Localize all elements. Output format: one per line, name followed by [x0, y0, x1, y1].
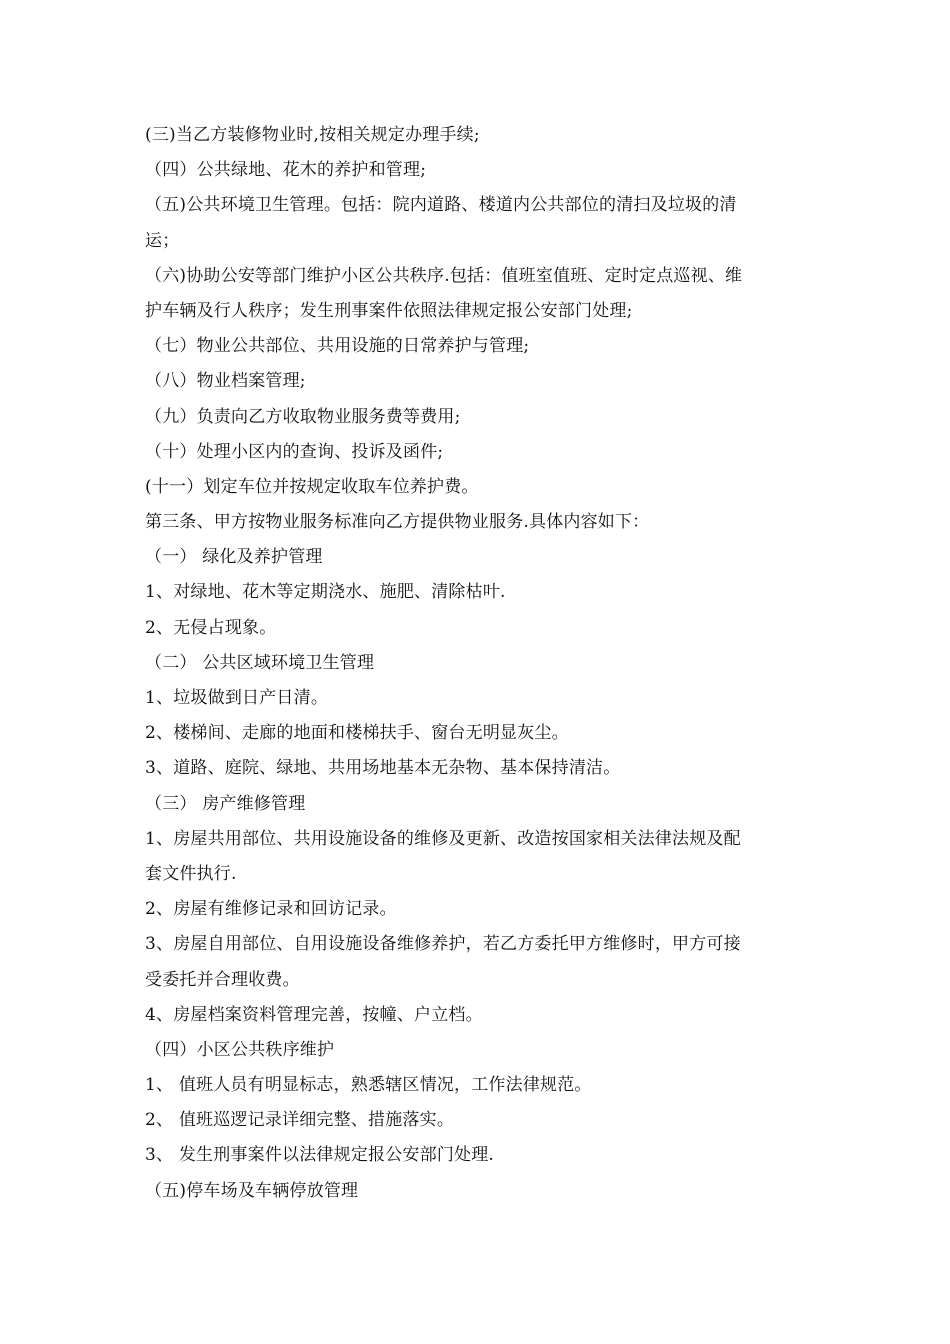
subsection-heading: （四）小区公共秩序维护: [145, 1039, 335, 1060]
paragraph-line: （七）物业公共部位、共用设施的日常养护与管理;: [145, 336, 530, 357]
paragraph-line: （四）公共绿地、花木的养护和管理;: [145, 160, 427, 181]
subsection-heading: （一） 绿化及养护管理: [145, 547, 323, 568]
paragraph-line: （八）物业档案管理;: [145, 371, 306, 392]
list-item: 1、对绿地、花木等定期浇水、施肥、清除枯叶.: [145, 582, 506, 603]
subsection-heading: （二） 公共区域环境卫生管理: [145, 652, 375, 673]
paragraph-line: （十）处理小区内的查询、投诉及函件;: [145, 441, 444, 462]
document-body: [145, 118, 815, 1209]
list-item: 2、楼梯间、走廊的地面和楼梯扶手、窗台无明显灰尘。: [145, 723, 569, 744]
paragraph-line: （五)公共环境卫生管理。包括：院内道路、楼道内公共部位的清扫及垃圾的清: [145, 195, 737, 216]
paragraph-line: 运；: [145, 230, 180, 251]
list-item: 2、无侵占现象。: [145, 617, 277, 638]
subsection-heading: （三） 房产维修管理: [145, 793, 306, 814]
list-item: 1、 值班人员有明显标志，熟悉辖区情况，工作法律规范。: [145, 1075, 592, 1096]
list-item: 受委托并合理收费。: [145, 969, 300, 990]
paragraph-line: 护车辆及行人秩序；发生刑事案件依照法律规定报公安部门处理;: [145, 300, 633, 321]
list-item: 2、 值班巡逻记录详细完整、措施落实。: [145, 1110, 455, 1131]
section-heading: 第三条、甲方按物业服务标准向乙方提供物业服务.具体内容如下：: [145, 512, 650, 533]
list-item: 3、房屋自用部位、自用设施设备维修养护，若乙方委托甲方维修时，甲方可接: [145, 934, 741, 955]
list-item: 2、房屋有维修记录和回访记录。: [145, 899, 397, 920]
paragraph-line: （六)协助公安等部门维护小区公共秩序.包括：值班室值班、定时定点巡视、维: [145, 265, 743, 286]
list-item: 3、 发生刑事案件以法律规定报公安部门处理.: [145, 1145, 495, 1166]
paragraph-line: (三)当乙方装修物业时,按相关规定办理手续;: [145, 125, 480, 145]
paragraph-line: （九）负责向乙方收取物业服务费等费用;: [145, 406, 461, 427]
list-item: 1、房屋共用部位、共用设施设备的维修及更新、改造按国家相关法律法规及配: [145, 828, 741, 849]
subsection-heading: （五)停车场及车辆停放管理: [145, 1180, 359, 1201]
list-item: 套文件执行.: [145, 863, 237, 884]
paragraph-line: (十一）划定车位并按规定收取车位养护费。: [145, 476, 479, 497]
list-item: 3、道路、庭院、绿地、共用场地基本无杂物、基本保持清洁。: [145, 758, 621, 779]
list-item: 1、垃圾做到日产日清。: [145, 688, 329, 708]
list-item: 4、房屋档案资料管理完善，按幢、户立档。: [145, 1004, 483, 1025]
